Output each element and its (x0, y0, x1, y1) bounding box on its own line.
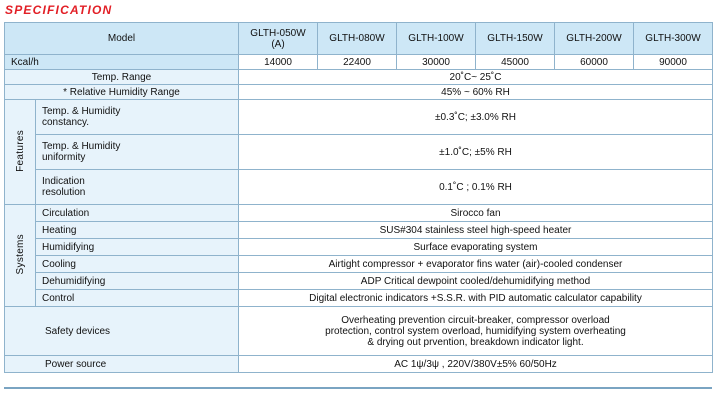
kcal-row (5, 55, 713, 70)
safety-value: Overheating prevention circuit-breaker, compressor overload protection, control system overload, humidifying system overheating & drying out prvention, breakdown indicator light. (239, 307, 713, 356)
temp-range-row (5, 70, 713, 85)
system-label: Cooling (36, 256, 239, 273)
feature-value: ±0.3˚C; ±3.0% RH (239, 100, 713, 135)
features-group-label: Features (14, 129, 26, 172)
feature-value: ±1.0˚C; ±5% RH (239, 135, 713, 170)
system-value: ADP Critical dewpoint cooled/dehumidifying method (239, 273, 713, 290)
feature-row (5, 170, 713, 205)
power-row (5, 356, 713, 373)
system-label: Humidifying (36, 239, 239, 256)
system-value: Surface evaporating system (239, 239, 713, 256)
feature-label: Indication resolution (36, 170, 239, 205)
model-name: GLTH-080W (318, 23, 397, 55)
model-name: GLTH-150W (476, 23, 555, 55)
system-label: Control (36, 290, 239, 307)
kcal-value: 22400 (318, 55, 397, 70)
system-row (5, 239, 713, 256)
system-row (5, 290, 713, 307)
feature-value: 0.1˚C ; 0.1% RH (239, 170, 713, 205)
kcal-label: Kcal/h (5, 55, 239, 70)
feature-row (5, 135, 713, 170)
kcal-value: 30000 (397, 55, 476, 70)
kcal-value: 90000 (634, 55, 713, 70)
system-label: Dehumidifying (36, 273, 239, 290)
system-label: Circulation (36, 205, 239, 222)
temp-range-label: Temp. Range (5, 70, 239, 85)
feature-label: Temp. & Humidity constancy. (36, 100, 239, 135)
system-row (5, 222, 713, 239)
feature-label: Temp. & Humidity uniformity (36, 135, 239, 170)
humidity-range-value: 45% ~ 60% RH (239, 85, 713, 100)
kcal-value: 14000 (239, 55, 318, 70)
model-name: GLTH-100W (397, 23, 476, 55)
model-name: GLTH-050W (A) (239, 23, 318, 55)
model-label: Model (5, 23, 239, 55)
feature-row (5, 100, 713, 135)
system-value: Sirocco fan (239, 205, 713, 222)
power-value: AC 1ψ/3ψ , 220V/380V±5% 60/50Hz (239, 356, 713, 373)
system-row (5, 205, 713, 222)
features-group (5, 100, 36, 205)
bottom-rule (4, 387, 712, 389)
page-title: SPECIFICATION (5, 3, 113, 17)
model-name: GLTH-300W (634, 23, 713, 55)
kcal-value: 45000 (476, 55, 555, 70)
systems-group-label: Systems (14, 233, 26, 275)
safety-label: Safety devices (5, 307, 239, 356)
kcal-value: 60000 (555, 55, 634, 70)
system-value: Airtight compressor + evaporator fins water (air)-cooled condenser (239, 256, 713, 273)
model-header-row (5, 23, 713, 55)
humidity-range-label: * Relative Humidity Range (5, 85, 239, 100)
humidity-range-row (5, 85, 713, 100)
model-name: GLTH-200W (555, 23, 634, 55)
system-row (5, 273, 713, 290)
safety-row (5, 307, 713, 356)
system-row (5, 256, 713, 273)
power-label: Power source (5, 356, 239, 373)
temp-range-value: 20˚C~ 25˚C (239, 70, 713, 85)
system-value: SUS#304 stainless steel high-speed heater (239, 222, 713, 239)
systems-group (5, 205, 36, 307)
system-value: Digital electronic indicators +S.S.R. with PID automatic calculator capability (239, 290, 713, 307)
specification-table (4, 22, 713, 373)
system-label: Heating (36, 222, 239, 239)
